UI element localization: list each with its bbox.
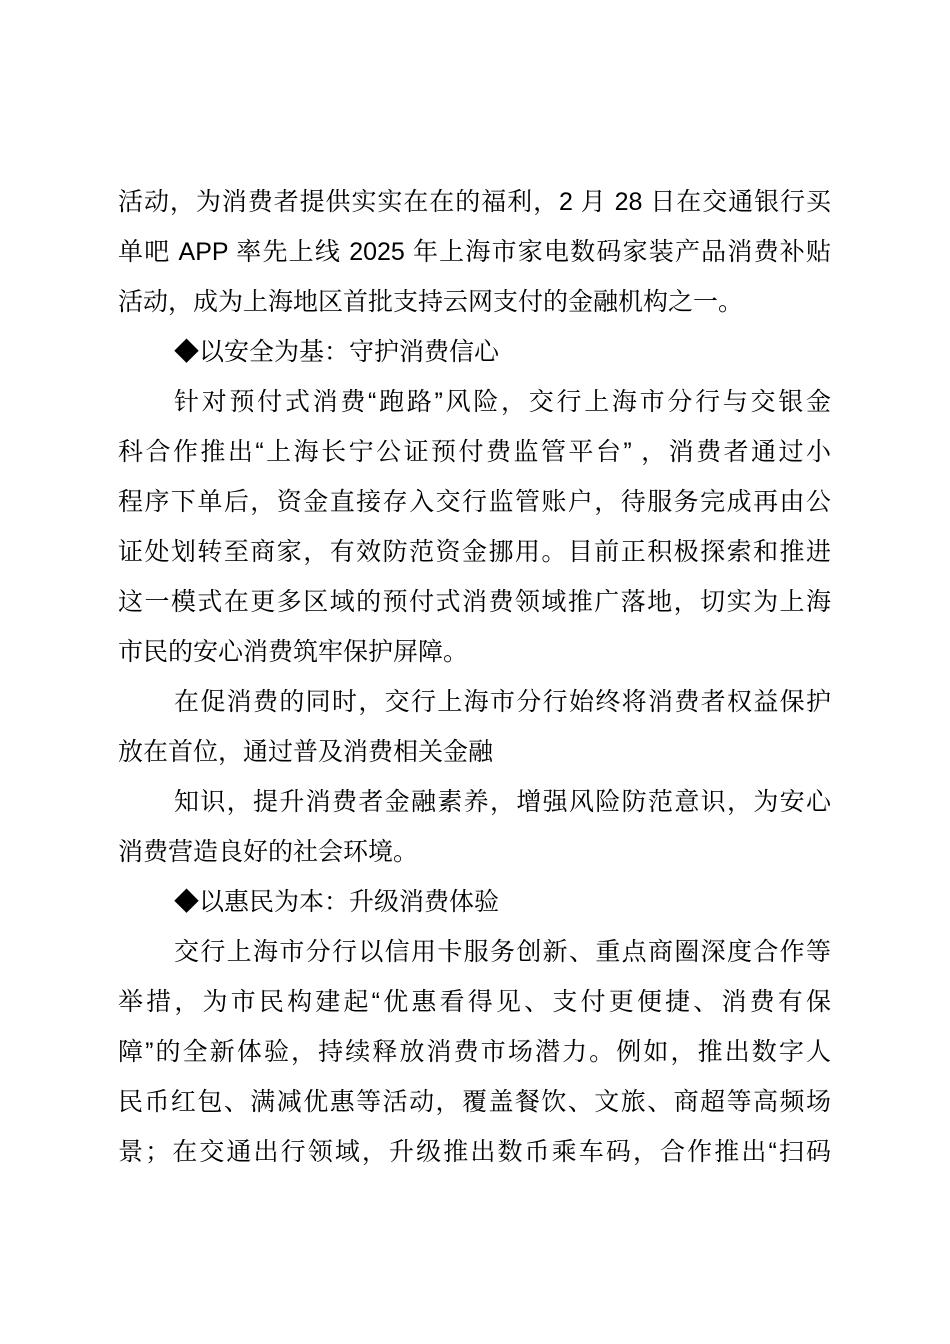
text-lines — [118, 177, 831, 1177]
text-line: 程序下单后，资金直接存入交行监管账户，待服务完成再由公 — [118, 488, 831, 516]
text-line: 针对预付式消费“跑路”风险，交行上海市分行与交银金 — [174, 388, 831, 416]
text-line: 举措，为市民构建起“优惠看得见、支付更便捷、消费有保 — [118, 988, 831, 1016]
text-line: 活动，为消费者提供实实在在的福利，2 月 28 日在交通银行买 — [118, 188, 831, 216]
text-line: 景；在交通出行领域，升级推出数币乘车码，合作推出“扫码 — [118, 1138, 831, 1166]
text-line: 这一模式在更多区域的预付式消费领域推广落地，切实为上海 — [118, 588, 831, 616]
text-line: 消费营造良好的社会环境。 — [118, 838, 419, 866]
text-line: 活动，成为上海地区首批支持云网支付的金融机构之一。 — [118, 288, 744, 316]
text-line: 民币红包、满减优惠等活动，覆盖餐饮、文旅、商超等高频场 — [118, 1088, 831, 1116]
text-line: 证处划转至商家，有效防范资金挪用。目前正积极探索和推进 — [118, 538, 831, 566]
text-line: 交行上海市分行以信用卡服务创新、重点商圈深度合作等 — [174, 938, 831, 966]
section-heading: ◆以惠民为本：升级消费体验 — [174, 888, 500, 916]
text-line: 单吧 APP 率先上线 2025 年上海市家电数码家装产品消费补贴 — [118, 238, 831, 266]
text-line: 市民的安心消费筑牢保护屏障。 — [118, 638, 469, 666]
text-line: 放在首位，通过普及消费相关金融 — [118, 738, 494, 766]
section-heading: ◆以安全为基：守护消费信心 — [174, 338, 500, 366]
text-line: 障”的全新体验，持续释放消费市场潜力。例如，推出数字人 — [118, 1038, 831, 1066]
text-line: 知识，提升消费者金融素养，增强风险防范意识，为安心 — [174, 788, 831, 816]
text-line: 科合作推出“上海长宁公证预付费监管平台” ，消费者通过小 — [118, 438, 831, 466]
text-line: 在促消费的同时，交行上海市分行始终将消费者权益保护 — [174, 688, 831, 716]
